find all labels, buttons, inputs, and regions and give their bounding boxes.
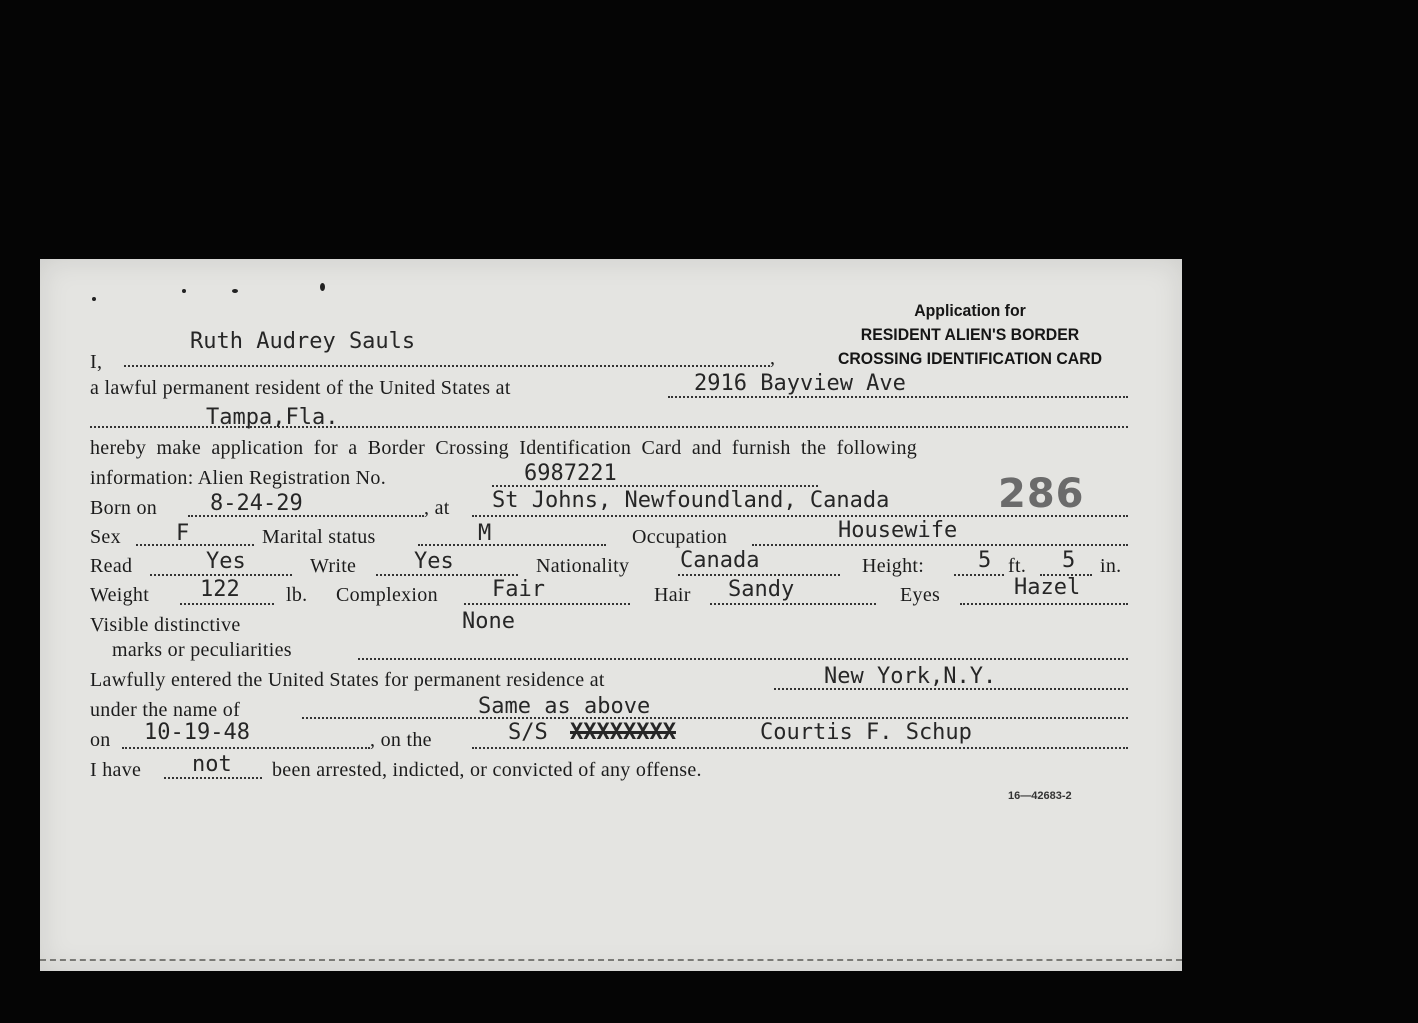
comma: ,: [770, 347, 776, 369]
speck: [92, 297, 96, 301]
form-number: 16—42683-2: [1008, 790, 1072, 802]
sex: F: [176, 521, 190, 546]
label-at: , at: [424, 497, 450, 519]
label-i: I,: [90, 351, 103, 373]
weight-line: [180, 603, 274, 605]
applicant-name: Ruth Audrey Sauls: [190, 329, 416, 354]
label-ft: ft.: [1008, 555, 1027, 577]
nationality-line: [678, 574, 840, 576]
label-info: information: Alien Registration No.: [90, 467, 387, 489]
marital-status: M: [478, 521, 492, 546]
vessel-struck-text: XXXXXXXX: [570, 720, 676, 745]
label-resident: a lawful permanent resident of the United States at: [90, 377, 511, 399]
vessel-name: Courtis F. Schup: [760, 720, 972, 745]
occupation-line: [752, 544, 1128, 546]
height-inches: 5: [1062, 548, 1076, 573]
vessel-prefix: S/S: [508, 720, 548, 745]
label-entered: Lawfully entered the United States for permanent residence at: [90, 669, 605, 691]
label-weight: Weight: [90, 584, 150, 606]
label-occupation: Occupation: [632, 526, 728, 548]
eyes: Hazel: [1014, 575, 1081, 600]
complexion: Fair: [492, 577, 545, 602]
born-date: 8-24-29: [210, 491, 303, 516]
entry-name: Same as above: [478, 694, 651, 719]
speck: [232, 289, 238, 293]
label-in: in.: [1100, 555, 1122, 577]
address-line-1: [668, 396, 1128, 398]
label-lb: lb.: [286, 584, 308, 606]
header-line-3: CROSSING IDENTIFICATION CARD: [837, 349, 1103, 368]
marital-line: [418, 544, 606, 546]
occupation: Housewife: [838, 518, 958, 543]
entry-date-line: [122, 747, 370, 749]
marks: None: [462, 609, 515, 634]
label-arrested: been arrested, indicted, or convicted of any offense.: [272, 759, 702, 781]
label-visible: Visible distinctive: [90, 614, 241, 636]
label-on: on: [90, 729, 111, 751]
header-line-2: RESIDENT ALIEN'S BORDER: [860, 325, 1080, 344]
vessel-line: [472, 747, 1128, 749]
label-nationality: Nationality: [536, 555, 630, 577]
stamp-number: 286: [998, 471, 1085, 517]
arrested-answer: not: [192, 752, 232, 777]
label-i-have: I have: [90, 759, 142, 781]
birthplace: St Johns, Newfoundland, Canada: [492, 488, 890, 513]
write-line: [376, 574, 518, 576]
form-header: [812, 299, 1128, 371]
read: Yes: [206, 549, 246, 574]
entry-date: 10-19-48: [144, 720, 250, 745]
label-height: Height:: [862, 555, 925, 577]
label-under-name: under the name of: [90, 699, 241, 721]
entry-name-line: [302, 717, 1128, 719]
name-line: [124, 365, 770, 367]
speck: [182, 289, 186, 293]
height-feet: 5: [978, 548, 992, 573]
label-complexion: Complexion: [336, 584, 438, 606]
label-read: Read: [90, 555, 133, 577]
weight: 122: [200, 577, 240, 602]
label-sex: Sex: [90, 526, 121, 548]
height-ft-line: [954, 574, 1004, 576]
label-hair: Hair: [654, 584, 691, 606]
write: Yes: [414, 549, 454, 574]
label-eyes: Eyes: [900, 584, 941, 606]
read-line: [150, 574, 292, 576]
label-hereby: hereby make application for a Border Crossing Identification Card and furnish the following: [90, 437, 918, 459]
speck: [320, 283, 325, 291]
marks-line: [358, 658, 1128, 660]
label-write: Write: [310, 555, 357, 577]
label-marital: Marital status: [262, 526, 376, 548]
header-line-1: Application for: [914, 301, 1026, 320]
perforation-edge: [40, 959, 1182, 961]
eyes-line: [960, 603, 1128, 605]
hair-line: [710, 603, 876, 605]
label-born-on: Born on: [90, 497, 158, 519]
label-on-the: , on the: [370, 729, 432, 751]
hair: Sandy: [728, 577, 795, 602]
complexion-line: [464, 603, 630, 605]
border-crossing-application-card: [40, 259, 1182, 971]
label-marks: marks or peculiarities: [112, 639, 292, 661]
port-of-entry: New York,N.Y.: [824, 664, 997, 689]
address-1: 2916 Bayview Ave: [694, 371, 906, 396]
alien-registration-number: 6987221: [524, 461, 617, 486]
nationality: Canada: [680, 548, 760, 573]
sex-line: [136, 544, 254, 546]
address-2: Tampa,Fla.: [206, 405, 339, 430]
arrested-line: [164, 777, 262, 779]
